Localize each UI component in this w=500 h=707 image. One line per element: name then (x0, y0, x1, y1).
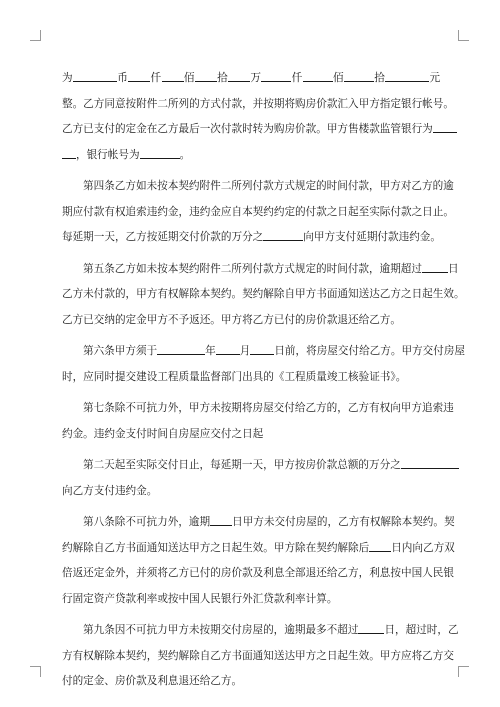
text-line: 第二天起至实际交付日止，每延期一天，甲方按房价款总额的万分之 (62, 457, 440, 483)
blank-field[interactable] (195, 70, 217, 82)
text-line: 第九条因不可抗力甲方未按期交付房屋的，逾期最多不超过 日，超过时，乙 (83, 624, 459, 636)
text-line: 约金。违约金支付时间自房屋应交付之日起 (62, 427, 264, 440)
blank-field[interactable] (162, 70, 184, 82)
text-line: 第八条除不可抗力外，逾期 日甲方未交付房屋的，乙方有权解除本契约。契 (83, 516, 455, 528)
text-line: 向乙方支付违约金。 (62, 484, 158, 497)
article-8 (62, 514, 455, 616)
article-7-continued (62, 457, 440, 508)
article-6 (62, 343, 466, 394)
blank-field[interactable] (303, 70, 333, 82)
blank-field[interactable] (140, 147, 180, 159)
text-line: 乙方未付款的，甲方有权解除本契约。契约解除自甲方书面通知送达乙方之日起生效。 (62, 288, 465, 300)
text-line: 第六条甲方须于 年 月 日前，将房屋交付给乙方。甲方交付房屋 (83, 345, 466, 357)
crop-mark-bottom-left (30, 666, 41, 677)
blank-field[interactable] (250, 343, 274, 355)
text-line: 第五条乙方如未按本契约附件二所列付款方式规定的时间付款，逾期超过 日 (83, 262, 459, 275)
text-line: 为 币 仟 佰 拾 万 仟 佰 拾 元 (62, 72, 441, 84)
blank-field[interactable] (385, 70, 429, 82)
blank-field[interactable] (344, 70, 374, 82)
blank-field[interactable] (228, 70, 250, 82)
blank-field[interactable] (210, 514, 232, 526)
crop-mark-top-left (30, 30, 41, 41)
text-line: 方有权解除本契约，契约解除自乙方书面通知送达甲方之日起生效。甲方应将乙方交 (62, 649, 454, 662)
text-line: 乙方已交纳的定金甲方不予返还。甲方将乙方已付的房价款退还给乙方。 (62, 313, 401, 326)
text-line: ，银行帐号为 。 (62, 147, 440, 173)
article-4 (62, 178, 454, 255)
text-line: 每延期一天，乙方按延期交付价款的万分之 向甲方支付延期付款违约金。 (62, 231, 441, 243)
article-5 (62, 261, 465, 338)
blank-field[interactable] (157, 343, 205, 355)
blank-field[interactable] (128, 70, 150, 82)
text-line: 付的定金、房价款及利息退还给乙方。 (62, 675, 243, 687)
blank-field[interactable] (369, 540, 391, 552)
blank-field[interactable] (73, 70, 117, 82)
blank-field[interactable] (261, 70, 291, 82)
blank-field[interactable] (401, 457, 459, 469)
text-line: 倍返还定金外，并须将乙方已付的房价款及利息全部退还给乙方，利息按中国人民银 (62, 567, 454, 579)
text-line: 第七条除不可抗力外，甲方未按期将房屋交付给乙方的，乙方有权向甲方追索违 (83, 402, 454, 414)
blank-field[interactable] (263, 229, 303, 241)
text-line: 时，应同时提交建设工程质量监督部门出具的《工程质量竣工核验证书》。 (62, 370, 407, 383)
text-line: 第四条乙方如未按本契约附件二所列付款方式规定的时间付款，甲方对乙方的逾 (83, 180, 454, 192)
paragraph-payment (62, 70, 454, 172)
document-body (62, 70, 466, 699)
blank-field[interactable] (358, 622, 384, 634)
crop-mark-bottom-right (458, 666, 469, 677)
article-9 (62, 622, 459, 699)
text-line: 约解除自乙方书面通知送达甲方之日起生效。甲方除在契约解除后 日内向乙方双 (62, 541, 455, 554)
blank-field[interactable] (433, 121, 457, 133)
text-line: 乙方已支付的定金在乙方最后一次付款时转为购房价款。甲方售楼款监管银行为 (62, 121, 440, 147)
text-line: 整。乙方同意按附件二所列的方式付款，并按期将购房价款汇入甲方指定银行帐号。 (62, 97, 454, 110)
crop-mark-top-right (458, 30, 469, 41)
blank-field[interactable] (216, 343, 240, 355)
text-line: 行固定资产贷款利率或按中国人民银行外汇贷款利率计算。 (62, 592, 338, 605)
blank-field[interactable] (422, 261, 448, 273)
blank-field[interactable] (62, 147, 76, 159)
text-line: 期应付款有权追索违约金，违约金应自本契约约定的付款之日起至实际付款之日止。 (62, 205, 454, 218)
article-7 (62, 400, 454, 451)
